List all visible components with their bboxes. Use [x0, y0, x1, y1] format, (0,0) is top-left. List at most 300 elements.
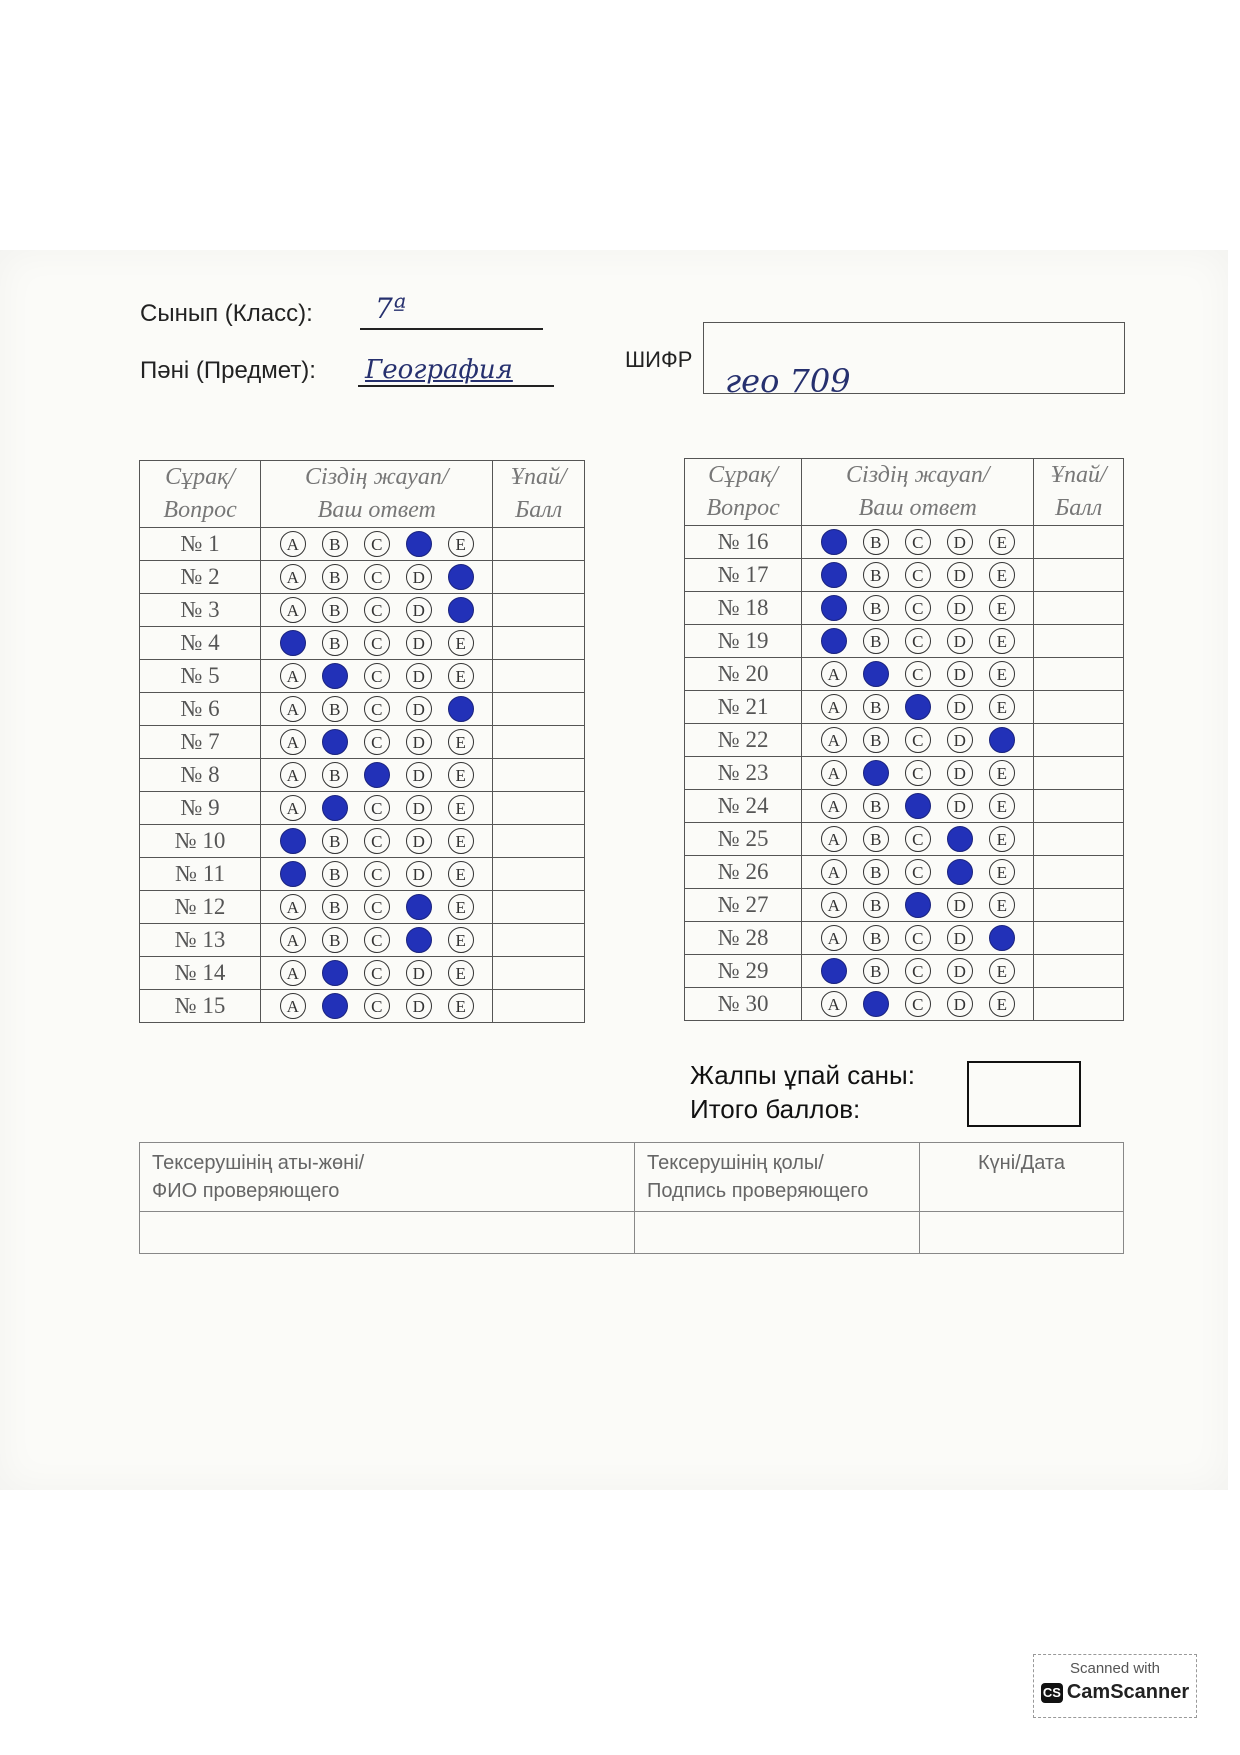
answer-bubble-a[interactable]: [280, 828, 306, 854]
checker-signature-header: Тексерушінің қолы/ Подпись проверяющего: [635, 1143, 920, 1212]
answer-bubble-b[interactable]: B: [863, 793, 889, 819]
answer-bubble-d[interactable]: D: [947, 562, 973, 588]
answer-bubble-d[interactable]: D: [947, 595, 973, 621]
question-row: [140, 792, 585, 825]
answer-bubble-c[interactable]: C: [364, 696, 390, 722]
answer-bubbles: [802, 757, 1034, 790]
question-row: [140, 825, 585, 858]
camscanner-watermark: [1033, 1654, 1197, 1718]
answer-bubble-b[interactable]: B: [322, 894, 348, 920]
answer-bubble-d[interactable]: D: [947, 958, 973, 984]
answer-bubbles: [261, 924, 493, 957]
answer-bubble-d[interactable]: D: [406, 729, 432, 755]
score-cell[interactable]: [493, 990, 585, 1023]
question-row: [140, 924, 585, 957]
answer-bubble-e[interactable]: E: [448, 630, 474, 656]
question-row: [140, 594, 585, 627]
question-row: [685, 592, 1124, 625]
score-cell[interactable]: [1034, 625, 1124, 658]
answer-bubble-e[interactable]: E: [448, 663, 474, 689]
question-number: № 16: [685, 526, 802, 559]
class-value: 7ª: [375, 292, 407, 325]
answer-bubble-a[interactable]: A: [821, 727, 847, 753]
checker-signature-field[interactable]: [635, 1212, 920, 1254]
answer-bubble-d[interactable]: D: [406, 960, 432, 986]
score-cell[interactable]: [1034, 592, 1124, 625]
answer-bubbles: [261, 825, 493, 858]
question-number: № 11: [140, 858, 261, 891]
answer-bubble-e[interactable]: E: [989, 826, 1015, 852]
answer-bubble-b[interactable]: B: [322, 630, 348, 656]
answer-bubble-e[interactable]: E: [989, 958, 1015, 984]
answer-bubble-e[interactable]: E: [448, 894, 474, 920]
answer-bubble-e[interactable]: E: [448, 762, 474, 788]
subject-label: Пәні (Предмет):: [140, 357, 316, 384]
score-cell[interactable]: [493, 858, 585, 891]
answer-bubble-b[interactable]: B: [863, 727, 889, 753]
answer-bubble-a[interactable]: A: [821, 760, 847, 786]
question-number: № 26: [685, 856, 802, 889]
checker-name-header: Тексерушінің аты-жөні/ ФИО проверяющего: [140, 1143, 635, 1212]
question-number: № 7: [140, 726, 261, 759]
answer-bubbles: [261, 726, 493, 759]
answer-bubble-c[interactable]: C: [905, 661, 931, 687]
score-cell[interactable]: [1034, 724, 1124, 757]
question-number: № 1: [140, 528, 261, 561]
checker-name-field[interactable]: [140, 1212, 635, 1254]
answer-bubble-d[interactable]: [947, 859, 973, 885]
answer-bubbles: [802, 988, 1034, 1021]
answer-bubble-d[interactable]: D: [947, 892, 973, 918]
watermark-top-text: Scanned with: [1069, 1660, 1161, 1677]
question-header: Сұрақ/ Вопрос: [685, 459, 802, 526]
score-cell[interactable]: [1034, 691, 1124, 724]
question-number: № 5: [140, 660, 261, 693]
answer-bubble-d[interactable]: [947, 826, 973, 852]
answer-bubble-b[interactable]: [863, 991, 889, 1017]
answer-bubbles: [261, 759, 493, 792]
question-number: № 13: [140, 924, 261, 957]
answer-bubble-b[interactable]: B: [863, 925, 889, 951]
answer-bubble-c[interactable]: C: [364, 564, 390, 590]
question-number: № 23: [685, 757, 802, 790]
answer-bubble-a[interactable]: [280, 861, 306, 887]
question-number: № 20: [685, 658, 802, 691]
answer-bubble-c[interactable]: C: [364, 630, 390, 656]
answer-bubble-b[interactable]: [322, 729, 348, 755]
cipher-label: ШИФР: [625, 347, 693, 372]
answer-bubble-a[interactable]: A: [280, 894, 306, 920]
answer-header: Сіздің жауап/ Ваш ответ: [261, 461, 493, 528]
question-row: [685, 658, 1124, 691]
total-score-box[interactable]: [967, 1061, 1081, 1127]
answer-bubble-e[interactable]: [989, 925, 1015, 951]
answer-bubble-d[interactable]: D: [947, 991, 973, 1017]
answer-bubble-a[interactable]: [821, 628, 847, 654]
score-cell[interactable]: [1034, 658, 1124, 691]
answer-bubble-e[interactable]: E: [989, 991, 1015, 1017]
question-row: [685, 757, 1124, 790]
watermark-brand: CS CamScanner: [1042, 1681, 1190, 1703]
answer-bubble-a[interactable]: A: [821, 694, 847, 720]
answer-bubbles: [802, 823, 1034, 856]
answer-bubble-d[interactable]: D: [406, 828, 432, 854]
answer-bubble-d[interactable]: D: [947, 760, 973, 786]
answer-bubble-c[interactable]: C: [364, 960, 390, 986]
score-cell[interactable]: [493, 594, 585, 627]
answer-bubbles: [261, 990, 493, 1023]
answer-bubble-e[interactable]: E: [989, 859, 1015, 885]
date-header: Күні/Дата: [920, 1143, 1124, 1212]
answer-bubble-a[interactable]: A: [821, 925, 847, 951]
answer-bubbles: [802, 592, 1034, 625]
answer-bubbles: [802, 658, 1034, 691]
answer-bubbles: [261, 858, 493, 891]
checker-table: [139, 1142, 1124, 1254]
answer-bubble-a[interactable]: [280, 630, 306, 656]
answer-bubble-a[interactable]: A: [280, 531, 306, 557]
answer-bubbles: [261, 660, 493, 693]
answer-bubble-b[interactable]: B: [322, 861, 348, 887]
answer-bubble-d[interactable]: D: [406, 993, 432, 1019]
question-number: № 28: [685, 922, 802, 955]
score-cell[interactable]: [493, 627, 585, 660]
question-row: [140, 858, 585, 891]
question-number: № 22: [685, 724, 802, 757]
score-header: Ұпай/ Балл: [493, 461, 585, 528]
answer-bubble-c[interactable]: C: [364, 828, 390, 854]
cipher-value: гео 709: [725, 362, 851, 400]
answer-bubble-b[interactable]: [322, 795, 348, 821]
answer-bubble-b[interactable]: B: [322, 927, 348, 953]
question-header: Сұрақ/ Вопрос: [140, 461, 261, 528]
answer-bubble-b[interactable]: B: [863, 859, 889, 885]
answer-bubble-b[interactable]: B: [322, 597, 348, 623]
answer-bubbles: [802, 691, 1034, 724]
score-cell[interactable]: [1034, 988, 1124, 1021]
answer-bubbles: [261, 693, 493, 726]
question-number: № 27: [685, 889, 802, 922]
question-number: № 18: [685, 592, 802, 625]
answer-bubble-e[interactable]: [448, 564, 474, 590]
class-label: Сынып (Класс):: [140, 300, 313, 327]
answer-bubble-e[interactable]: E: [989, 694, 1015, 720]
answer-bubbles: [802, 955, 1034, 988]
answer-bubble-a[interactable]: A: [280, 960, 306, 986]
answer-bubbles: [802, 625, 1034, 658]
answer-bubble-e[interactable]: E: [989, 793, 1015, 819]
answer-bubble-c[interactable]: C: [905, 760, 931, 786]
question-number: № 3: [140, 594, 261, 627]
score-cell[interactable]: [1034, 790, 1124, 823]
answer-bubble-b[interactable]: [322, 663, 348, 689]
answer-bubble-b[interactable]: B: [322, 531, 348, 557]
answer-bubble-d[interactable]: D: [406, 696, 432, 722]
answer-bubble-b[interactable]: B: [322, 762, 348, 788]
answer-bubbles: [802, 790, 1034, 823]
question-row: [685, 955, 1124, 988]
score-cell[interactable]: [493, 528, 585, 561]
question-row: [685, 790, 1124, 823]
question-row: [685, 625, 1124, 658]
score-cell[interactable]: [493, 660, 585, 693]
answer-bubble-e[interactable]: E: [448, 828, 474, 854]
answer-bubble-a[interactable]: A: [280, 564, 306, 590]
answer-bubble-c[interactable]: C: [364, 795, 390, 821]
question-number: № 10: [140, 825, 261, 858]
question-number: № 14: [140, 957, 261, 990]
answer-bubble-b[interactable]: B: [863, 694, 889, 720]
answer-bubble-c[interactable]: C: [905, 991, 931, 1017]
answer-bubble-a[interactable]: A: [821, 826, 847, 852]
answer-bubble-a[interactable]: A: [280, 597, 306, 623]
answer-bubble-e[interactable]: [448, 597, 474, 623]
answer-bubble-d[interactable]: D: [947, 628, 973, 654]
answer-bubble-c[interactable]: C: [364, 861, 390, 887]
score-cell[interactable]: [493, 792, 585, 825]
answer-bubble-a[interactable]: A: [821, 991, 847, 1017]
answer-bubble-e[interactable]: E: [448, 861, 474, 887]
answer-bubble-d[interactable]: D: [406, 630, 432, 656]
score-cell[interactable]: [493, 561, 585, 594]
question-row: [140, 528, 585, 561]
answer-bubbles: [802, 889, 1034, 922]
question-number: № 4: [140, 627, 261, 660]
answer-bubble-e[interactable]: E: [448, 795, 474, 821]
subject-value: География: [365, 355, 513, 385]
total-label-kz: Жалпы ұпай саны:: [690, 1060, 915, 1090]
question-row: [140, 627, 585, 660]
score-cell[interactable]: [1034, 856, 1124, 889]
answer-bubble-d[interactable]: D: [947, 925, 973, 951]
question-number: № 25: [685, 823, 802, 856]
answer-bubbles: [261, 594, 493, 627]
question-number: № 6: [140, 693, 261, 726]
answer-bubble-a[interactable]: [821, 529, 847, 555]
answer-bubble-d[interactable]: D: [947, 727, 973, 753]
answer-bubbles: [261, 627, 493, 660]
question-number: № 2: [140, 561, 261, 594]
question-number: № 21: [685, 691, 802, 724]
answer-bubble-e[interactable]: E: [989, 892, 1015, 918]
answer-bubble-e[interactable]: [448, 696, 474, 722]
answer-bubble-e[interactable]: E: [989, 529, 1015, 555]
answer-bubble-d[interactable]: D: [947, 529, 973, 555]
question-number: № 30: [685, 988, 802, 1021]
question-row: [140, 660, 585, 693]
answer-bubble-d[interactable]: [406, 894, 432, 920]
answer-bubble-d[interactable]: [406, 531, 432, 557]
subject-underline: [358, 385, 554, 387]
answer-bubble-b[interactable]: B: [322, 696, 348, 722]
answer-bubble-b[interactable]: [322, 960, 348, 986]
answer-bubble-d[interactable]: D: [947, 694, 973, 720]
answer-bubble-b[interactable]: [863, 760, 889, 786]
answer-bubbles: [802, 559, 1034, 592]
question-row: [140, 693, 585, 726]
answer-bubble-c[interactable]: C: [905, 595, 931, 621]
answer-bubbles: [802, 856, 1034, 889]
answer-bubble-e[interactable]: E: [448, 729, 474, 755]
answer-bubble-d[interactable]: D: [406, 861, 432, 887]
answer-bubble-a[interactable]: [821, 958, 847, 984]
answer-bubble-a[interactable]: A: [280, 927, 306, 953]
score-cell[interactable]: [1034, 559, 1124, 592]
answer-bubble-e[interactable]: E: [448, 927, 474, 953]
answer-bubble-d[interactable]: D: [406, 795, 432, 821]
score-cell[interactable]: [1034, 823, 1124, 856]
answer-bubble-a[interactable]: A: [821, 859, 847, 885]
answer-bubbles: [261, 957, 493, 990]
question-row: [685, 988, 1124, 1021]
answer-bubble-c[interactable]: C: [905, 826, 931, 852]
answer-bubble-c[interactable]: C: [905, 529, 931, 555]
answer-bubble-c[interactable]: [364, 762, 390, 788]
answer-bubble-e[interactable]: [989, 727, 1015, 753]
answer-bubbles: [261, 891, 493, 924]
camscanner-logo-icon: CS: [1041, 1683, 1063, 1703]
score-cell[interactable]: [1034, 955, 1124, 988]
answer-bubble-c[interactable]: C: [364, 927, 390, 953]
score-cell[interactable]: [493, 759, 585, 792]
question-row: [685, 559, 1124, 592]
answer-bubble-c[interactable]: [905, 793, 931, 819]
answer-bubbles: [802, 922, 1034, 955]
answer-bubble-d[interactable]: D: [406, 762, 432, 788]
answer-bubble-b[interactable]: B: [322, 564, 348, 590]
question-number: № 15: [140, 990, 261, 1023]
answer-bubble-c[interactable]: C: [905, 727, 931, 753]
answer-bubble-d[interactable]: D: [406, 597, 432, 623]
score-cell[interactable]: [1034, 757, 1124, 790]
answer-bubble-b[interactable]: B: [863, 628, 889, 654]
answer-bubble-a[interactable]: A: [821, 892, 847, 918]
answer-bubble-b[interactable]: [863, 661, 889, 687]
question-number: № 17: [685, 559, 802, 592]
score-cell[interactable]: [493, 693, 585, 726]
score-cell[interactable]: [493, 957, 585, 990]
score-cell[interactable]: [1034, 922, 1124, 955]
answer-bubble-d[interactable]: D: [947, 793, 973, 819]
question-row: [685, 823, 1124, 856]
answer-header: Сіздің жауап/ Ваш ответ: [802, 459, 1034, 526]
answer-bubble-d[interactable]: [406, 927, 432, 953]
answer-bubble-b[interactable]: B: [863, 595, 889, 621]
answer-grid-left: [139, 460, 585, 1023]
answer-bubble-c[interactable]: C: [905, 628, 931, 654]
answer-bubble-a[interactable]: [821, 562, 847, 588]
answer-bubble-b[interactable]: B: [322, 828, 348, 854]
answer-bubble-e[interactable]: E: [989, 661, 1015, 687]
answer-bubble-a[interactable]: A: [280, 795, 306, 821]
answer-bubble-a[interactable]: A: [821, 793, 847, 819]
answer-bubble-a[interactable]: A: [280, 696, 306, 722]
question-number: № 29: [685, 955, 802, 988]
score-cell[interactable]: [493, 825, 585, 858]
answer-bubble-c[interactable]: C: [905, 958, 931, 984]
answer-bubble-e[interactable]: E: [989, 562, 1015, 588]
answer-bubble-e[interactable]: E: [448, 993, 474, 1019]
answer-bubbles: [802, 724, 1034, 757]
class-underline: [360, 328, 543, 330]
score-cell[interactable]: [493, 924, 585, 957]
answer-bubble-e[interactable]: E: [448, 531, 474, 557]
answer-bubbles: [261, 561, 493, 594]
question-row: [140, 891, 585, 924]
answer-bubble-a[interactable]: A: [280, 762, 306, 788]
score-cell[interactable]: [1034, 526, 1124, 559]
score-cell[interactable]: [493, 726, 585, 759]
answer-bubble-d[interactable]: D: [406, 663, 432, 689]
answer-bubble-e[interactable]: E: [989, 595, 1015, 621]
answer-bubble-d[interactable]: D: [947, 661, 973, 687]
question-row: [140, 726, 585, 759]
answer-bubble-c[interactable]: C: [364, 993, 390, 1019]
answer-bubble-c[interactable]: [905, 892, 931, 918]
question-row: [685, 922, 1124, 955]
answer-bubble-c[interactable]: [905, 694, 931, 720]
answer-bubble-b[interactable]: B: [863, 529, 889, 555]
score-cell[interactable]: [493, 891, 585, 924]
question-number: № 8: [140, 759, 261, 792]
answer-bubble-c[interactable]: C: [364, 531, 390, 557]
answer-bubble-b[interactable]: [322, 993, 348, 1019]
answer-bubbles: [261, 528, 493, 561]
question-number: № 24: [685, 790, 802, 823]
question-row: [685, 691, 1124, 724]
answer-bubbles: [261, 792, 493, 825]
answer-bubble-e[interactable]: E: [448, 960, 474, 986]
answer-bubble-c[interactable]: C: [364, 597, 390, 623]
answer-bubble-a[interactable]: [821, 595, 847, 621]
answer-bubble-b[interactable]: B: [863, 562, 889, 588]
question-row: [685, 856, 1124, 889]
answer-bubble-a[interactable]: A: [280, 729, 306, 755]
answer-bubble-b[interactable]: B: [863, 892, 889, 918]
question-row: [685, 724, 1124, 757]
question-row: [685, 889, 1124, 922]
answer-bubble-c[interactable]: C: [364, 663, 390, 689]
question-row: [140, 990, 585, 1023]
question-number: № 12: [140, 891, 261, 924]
answer-bubble-c[interactable]: C: [905, 859, 931, 885]
total-label-ru: Итого баллов:: [690, 1094, 861, 1124]
answer-bubble-b[interactable]: B: [863, 958, 889, 984]
answer-grid-right: [684, 458, 1124, 1021]
question-row: [685, 526, 1124, 559]
answer-bubble-e[interactable]: E: [989, 760, 1015, 786]
score-header: Ұпай/ Балл: [1034, 459, 1124, 526]
answer-bubble-b[interactable]: B: [863, 826, 889, 852]
answer-bubble-d[interactable]: D: [406, 564, 432, 590]
question-number: № 19: [685, 625, 802, 658]
question-number: № 9: [140, 792, 261, 825]
question-row: [140, 957, 585, 990]
question-row: [140, 759, 585, 792]
answer-bubble-a[interactable]: A: [280, 993, 306, 1019]
answer-bubble-c[interactable]: C: [905, 562, 931, 588]
score-cell[interactable]: [1034, 889, 1124, 922]
answer-bubbles: [802, 526, 1034, 559]
answer-bubble-e[interactable]: E: [989, 628, 1015, 654]
question-row: [140, 561, 585, 594]
answer-bubble-c[interactable]: C: [905, 925, 931, 951]
answer-bubble-c[interactable]: C: [364, 894, 390, 920]
answer-bubble-a[interactable]: A: [280, 663, 306, 689]
answer-bubble-c[interactable]: C: [364, 729, 390, 755]
answer-bubble-a[interactable]: A: [821, 661, 847, 687]
date-field[interactable]: [920, 1212, 1124, 1254]
